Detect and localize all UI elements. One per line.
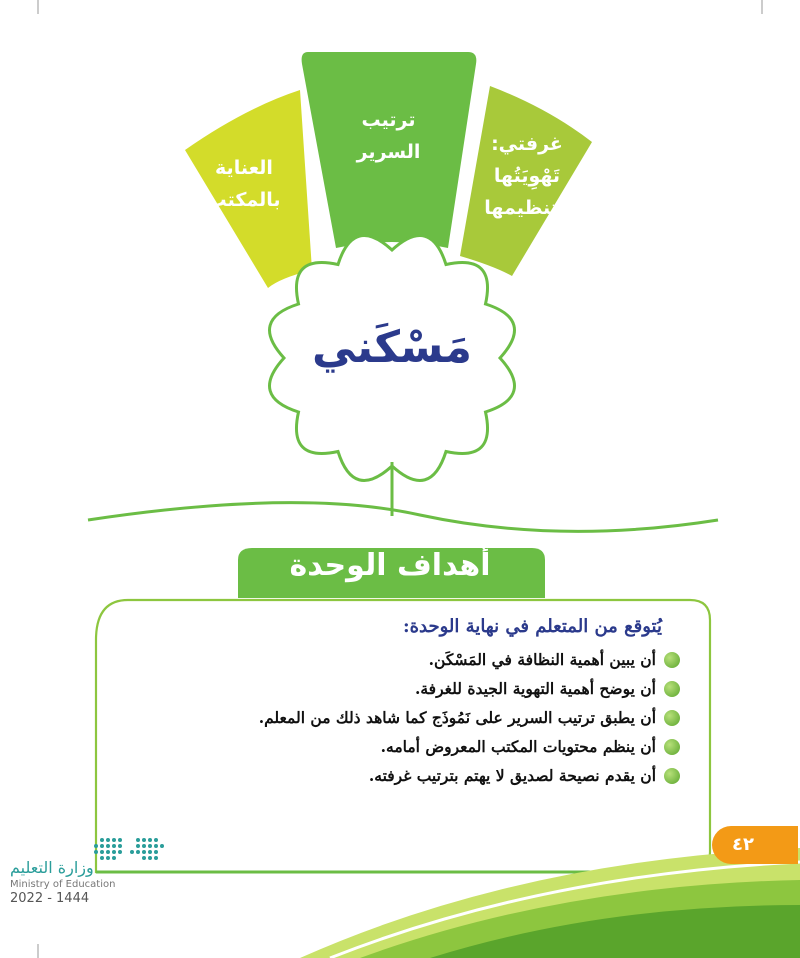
ministry-name-ar: وزارة التعليم: [10, 858, 94, 877]
goals-tab-label: أهداف الوحدة: [289, 548, 491, 583]
goal-item: [140, 732, 680, 761]
petal-right-label: غرفتي: تَهْوِيَتُها وتنظيمها: [484, 133, 570, 219]
ministry-name-en: Ministry of Education: [10, 879, 116, 890]
goal-item: [140, 645, 680, 674]
goal-text: أن يطبق ترتيب السرير على نَمُوذَج كما شاهد ذلك من المعلم.: [258, 708, 656, 727]
bullet-icon: [664, 681, 680, 697]
petal-center-label: ترتيب السرير: [356, 109, 421, 163]
unit-title: مَسْكَني: [311, 322, 473, 373]
bullet-icon: [664, 652, 680, 668]
petal-left-label: العناية بالمكتب: [207, 157, 281, 211]
goal-item: [140, 761, 680, 790]
bullet-icon: [664, 739, 680, 755]
goals-list: [140, 610, 680, 790]
ministry-logo: [10, 836, 180, 906]
bullet-icon: [664, 768, 680, 784]
goal-item: [140, 703, 680, 732]
bullet-icon: [664, 710, 680, 726]
goals-intro: يُتوقع من المتعلم في نهاية الوحدة:: [402, 616, 662, 637]
page-number: ٤٢: [712, 826, 798, 864]
goal-text: أن يقدم نصيحة لصديق لا يهتم بترتيب غرفته.: [368, 766, 656, 785]
goal-text: أن يبين أهمية النظافة في المَسْكَن.: [428, 650, 656, 669]
goal-text: أن ينظم محتويات المكتب المعروض أمامه.: [380, 737, 656, 756]
ministry-year: 2022 - 1444: [10, 891, 90, 906]
goal-item: [140, 674, 680, 703]
ground-line: [88, 503, 718, 532]
goal-text: أن يوضح أهمية التهوية الجيدة للغرفة.: [414, 679, 656, 698]
